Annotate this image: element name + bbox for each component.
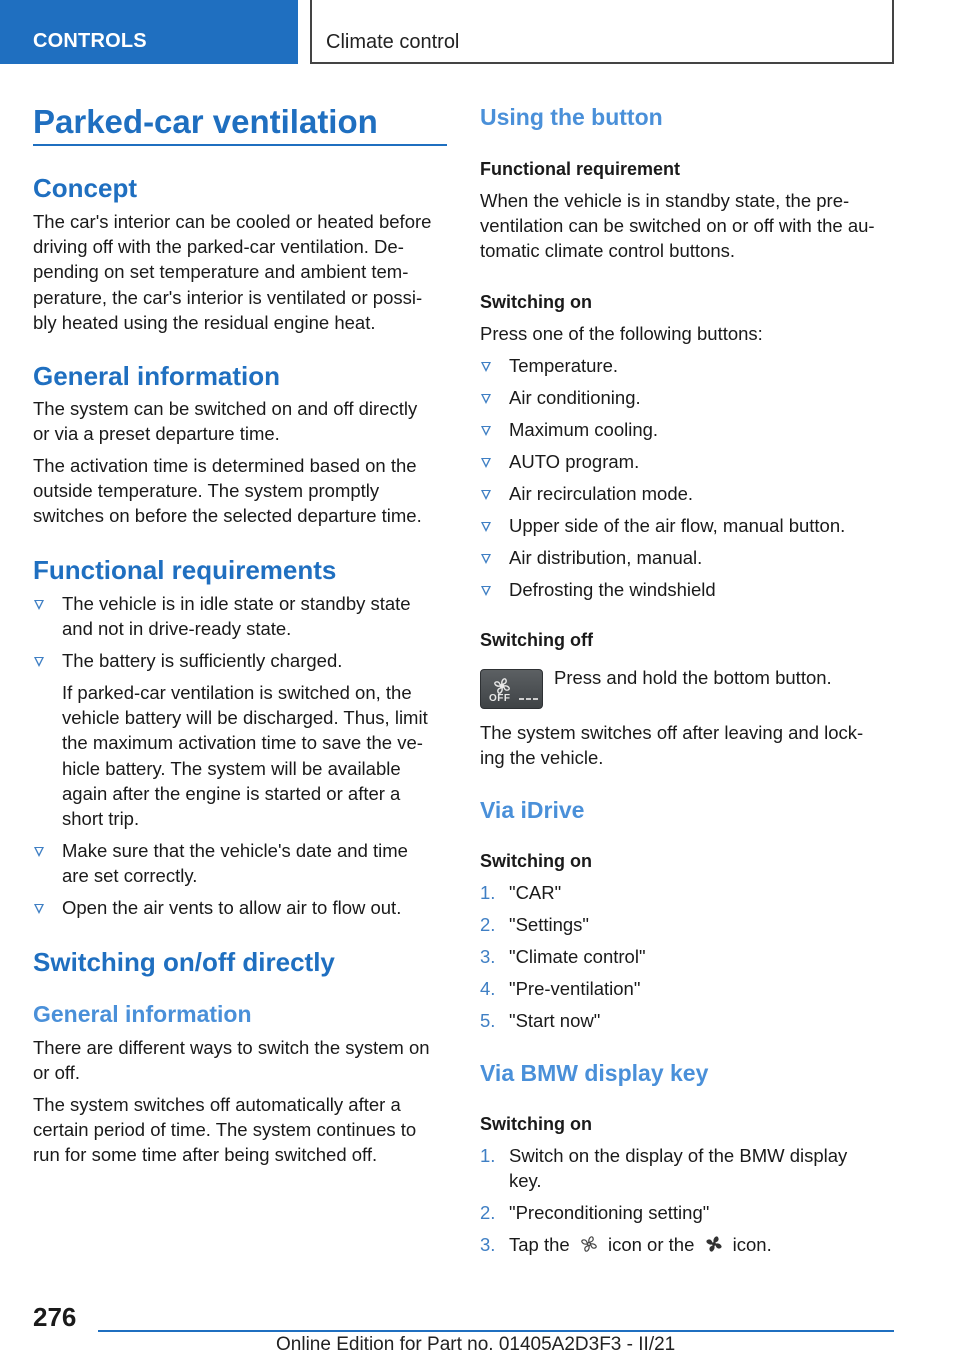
bullet-triangle-icon [481, 426, 491, 436]
concept-line: The car's interior can be cooled or heated before [33, 211, 432, 232]
button-heading: Using the button [480, 104, 663, 130]
idrive-switch-on-heading: Switching on [480, 851, 592, 871]
bullet-triangle-icon [34, 904, 44, 914]
list-item: The battery is sufficiently charged. [33, 648, 448, 673]
bullet-triangle-icon [481, 586, 491, 596]
list-item: 1. "CAR" [480, 882, 562, 903]
fan-filled-icon [704, 1234, 724, 1254]
title-rule [33, 144, 447, 146]
list-item: 5. "Start now" [480, 1010, 601, 1031]
page-title: Parked-car ventilation [33, 103, 378, 140]
general-line: The activation time is determined based on the [33, 455, 417, 476]
concept-line: bly heated using the residual engine heat. [33, 311, 376, 333]
concept-heading: Concept [33, 173, 137, 203]
idrive-steps [480, 880, 900, 1033]
list-item-note: If parked-car ventilation is switched on, the vehicle battery will be discharged. Thus, limit the maximum activation time to save the ve- hicle battery. The system will be available again after the engine is started or after a short trip. [62, 682, 428, 830]
direct-para-2: The system switches off automatically after a certain period of time. The system continues to run for some time after being switched off. [33, 1094, 417, 1166]
list-item: Air conditioning. [480, 385, 900, 410]
chapter-label: Climate control [326, 31, 460, 53]
direct-para-1: There are different ways to switch the system on or off. [33, 1037, 430, 1084]
direct-section [33, 945, 448, 979]
display-key-switch-on-heading: Switching on [480, 1114, 592, 1134]
list-item: 4. "Pre-ventilation" [480, 978, 641, 999]
list-item: 2. "Settings" [480, 914, 589, 935]
footer-rule [98, 1330, 894, 1332]
concept-text [33, 209, 448, 335]
switch-off-text: Press and hold the bottom button. [554, 667, 832, 688]
general-line: or via a preset departure time. [33, 423, 280, 445]
list-item: Defrosting the windshield [480, 577, 900, 602]
list-item: Temperature. [480, 353, 900, 378]
bullet-triangle-icon [481, 490, 491, 500]
list-item: 2. "Preconditioning setting" [480, 1202, 710, 1223]
bullet-triangle-icon [481, 554, 491, 564]
fan-icon [579, 1234, 599, 1254]
general-para-1 [33, 396, 448, 446]
bullet-triangle-icon [481, 458, 491, 468]
bullet-triangle-icon [34, 847, 44, 857]
general-line: The system can be switched on and off directly [33, 398, 418, 419]
footer-edition: Online Edition for Part no. 01405A2D3F3 - II/21 [276, 1334, 676, 1355]
list-item: AUTO program. [480, 449, 900, 474]
direct-subheading: General information [33, 1001, 252, 1027]
list-item: The vehicle is in idle state or standby state and not in drive-ready state. [33, 591, 448, 641]
list-item: Upper side of the air flow, manual button. [480, 513, 900, 538]
func-req-text: When the vehicle is in standby state, the pre- ventilation can be switched on or off with the au- tomatic climate control buttons. [480, 190, 875, 262]
section-label: CONTROLS [33, 30, 147, 52]
list-item: Air distribution, manual. [480, 545, 900, 570]
bullet-triangle-icon [34, 657, 44, 667]
list-item: Air recirculation mode. [480, 481, 900, 506]
concept-section [33, 171, 448, 205]
bullet-triangle-icon [481, 362, 491, 372]
display-key-steps [480, 1143, 900, 1193]
switch-off-heading: Switching off [480, 630, 593, 650]
display-key-heading: Via BMW display key [480, 1060, 709, 1086]
requirements-heading: Functional requirements [33, 555, 337, 585]
list-item: Make sure that the vehicle's date and time are set correctly. [33, 838, 448, 888]
bullet-triangle-icon [481, 522, 491, 532]
buttons-list [480, 353, 900, 602]
fan-off-button-image [480, 669, 543, 709]
switch-off-after: The system switches off after leaving and lock- ing the vehicle. [480, 722, 864, 769]
bullet-triangle-icon [34, 600, 44, 610]
direct-heading: Switching on/off directly [33, 947, 335, 977]
concept-line: driving off with the parked-car ventilation. De- [33, 236, 404, 258]
general-section [33, 359, 448, 393]
concept-line: pending on set temperature and ambient tem- [33, 261, 409, 283]
chapter-tab [310, 0, 894, 64]
switch-on-intro: Press one of the following buttons: [480, 323, 763, 344]
fan-icon [481, 670, 543, 710]
func-req-heading: Functional requirement [480, 159, 681, 179]
requirements-list [33, 591, 448, 641]
general-heading: General information [33, 361, 281, 391]
idrive-heading: Via iDrive [480, 797, 585, 823]
list-item: 3. "Climate control" [480, 946, 646, 967]
requirements-section [33, 553, 448, 587]
bullet-triangle-icon [481, 394, 491, 404]
list-item: Open the air vents to allow air to flow out. [33, 895, 448, 920]
list-item: 3. Tap the icon or the icon. [480, 1234, 772, 1255]
page-number: 276 [33, 1302, 77, 1332]
concept-line: perature, the car's interior is ventilated or possi- [33, 286, 423, 308]
off-label: OFF [489, 693, 511, 704]
general-para-2 [33, 453, 448, 529]
section-tab [0, 0, 298, 64]
general-line: switches on before the selected departure time. [33, 505, 422, 527]
list-item: Maximum cooling. [480, 417, 900, 442]
switch-on-heading: Switching on [480, 292, 592, 312]
general-line: outside temperature. The system promptly [33, 480, 380, 502]
list-item: 1. Switch on the display of the BMW display key. [480, 1145, 848, 1192]
